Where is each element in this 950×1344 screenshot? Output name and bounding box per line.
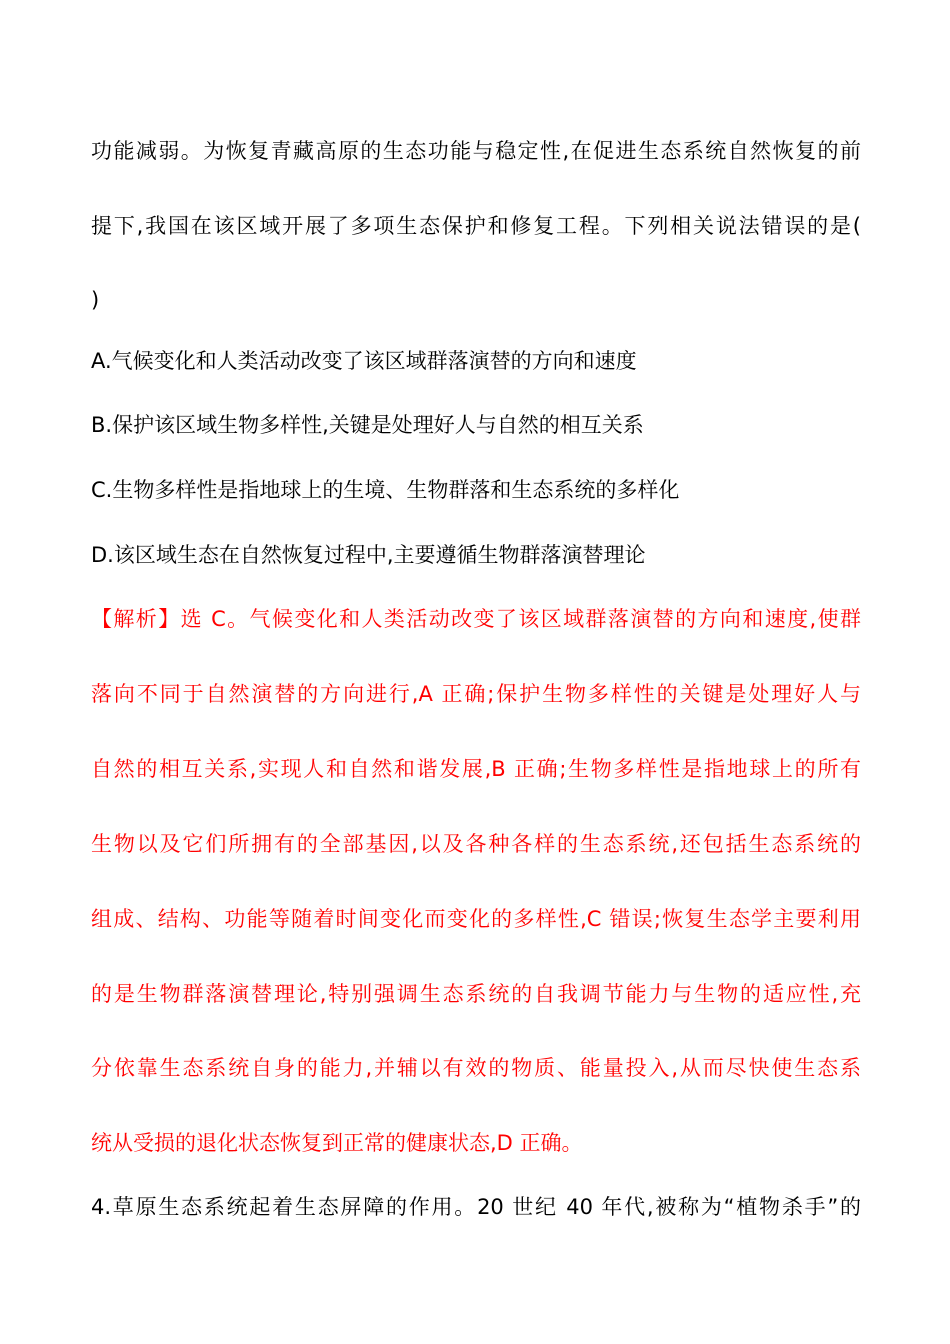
question-stem-line-3: ) [91,288,100,312]
question-4-first-line: 4.草原生态系统起着生态屏障的作用。20 世纪 40 年代,被称为“植物杀手”的 [91,1195,861,1219]
analysis-line-5: 组成、结构、功能等随着时间变化而变化的多样性,C 错误;恢复生态学主要利用 [91,907,861,931]
question-stem-line-1: 功能减弱。为恢复青藏高原的生态功能与稳定性,在促进生态系统自然恢复的前 [91,139,861,163]
analysis-line-8: 统从受损的退化状态恢复到正常的健康状态,D 正确。 [91,1131,583,1155]
option-d: D.该区域生态在自然恢复过程中,主要遵循生物群落演替理论 [91,543,646,567]
option-b: B.保护该区域生物多样性,关键是处理好人与自然的相互关系 [91,413,644,437]
option-c: C.生物多样性是指地球上的生境、生物群落和生态系统的多样化 [91,478,680,502]
analysis-line-2: 落向不同于自然演替的方向进行,A 正确;保护生物多样性的关键是处理好人与 [91,682,861,706]
analysis-line-3: 自然的相互关系,实现人和自然和谐发展,B 正确;生物多样性是指地球上的所有 [91,757,861,781]
option-a: A.气候变化和人类活动改变了该区域群落演替的方向和速度 [91,349,637,373]
analysis-line-6: 的是生物群落演替理论,特别强调生态系统的自我调节能力与生物的适应性,充 [91,982,861,1006]
analysis-line-4: 生物以及它们所拥有的全部基因,以及各种各样的生态系统,还包括生态系统的 [91,832,861,856]
analysis-line-1: 【解析】选 C。气候变化和人类活动改变了该区域群落演替的方向和速度,使群 [91,607,861,631]
analysis-line-7: 分依靠生态系统自身的能力,并辅以有效的物质、能量投入,从而尽快使生态系 [91,1056,861,1080]
question-stem-line-2: 提下,我国在该区域开展了多项生态保护和修复工程。下列相关说法错误的是( [91,214,861,238]
